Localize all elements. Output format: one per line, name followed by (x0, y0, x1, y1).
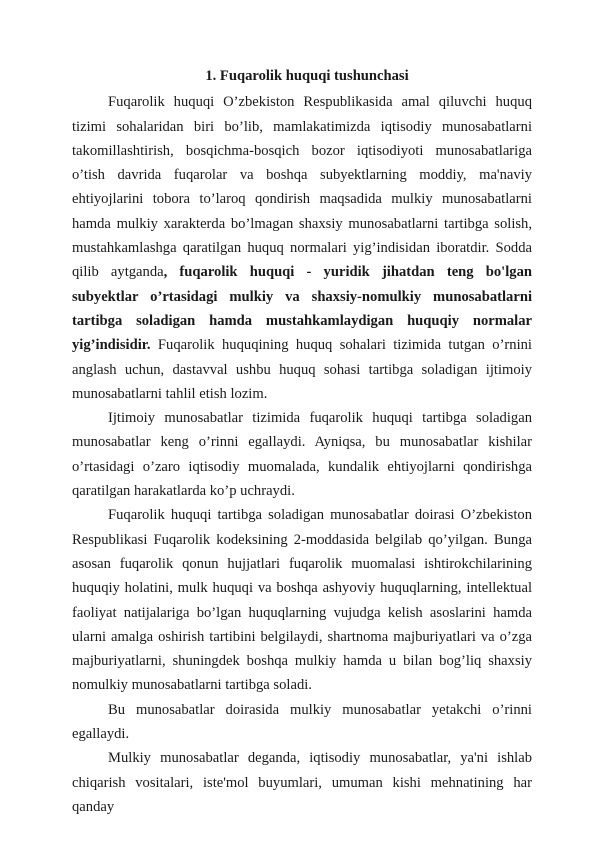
paragraph-1-text-start: Fuqarolik huquqi O’zbekiston Respublikasida amal qiluvchi huquq tizimi sohalaridan biri bo’lib, mamlakatimizda iqtisodiy munosabatlarni takomillashtirish, bosqichma-bosqich bozor iqtisodiyoti munosabatlariga o’tish davrida fuqarolar va boshqa subyektlarning moddiy, ma'naviy ehtiyojlarini tobora to’laroq qondirish maqsadida mulkiy munosabatlarni hamda mulkiy xarakterda bo’lmagan shaxsiy munosabatlarni tartibga solish, mustahkamlashga qaratilgan huquq normalari yig’indisidan iboratdir. Sodda qilib aytganda (72, 94, 532, 281)
paragraph-4: Bu munosabatlar doirasida mulkiy munosabatlar yetakchi o’rinni egallaydi. (72, 701, 532, 743)
paragraph-1-text-end: Fuqarolik huquqining huquq sohalari tizimida tutgan o’rnini anglash uchun, dastavval ushbu huquq sohasi tartibga soladigan ijtimoiy munosabatlarni tahlil etish lozim. (72, 337, 532, 402)
paragraph-1-definition: , fuqarolik huquqi - yuridik jihatdan teng bo'lgan subyektlar o’rtasidagi mulkiy va shaxsiy-nomulkiy munosabatlarni tartibga soladigan hamda mustahkamlaydigan huquqiy normalar yig’indisidir. (72, 264, 532, 354)
paragraph-5: Mulkiy munosabatlar deganda, iqtisodiy munosabatlar, ya'ni ishlab chiqarish vositalari, iste'mol buyumlari, umuman kishi mehnatining har qanday (72, 750, 532, 815)
paragraph-3: Fuqarolik huquqi tartibga soladigan munosabatlar doirasi O’zbekiston Respublikasi Fuqarolik kodeksining 2-moddasida belgilab qo’yilgan. Bunga asosan fuqarolik qonun hujjatlari fuqarolik muomalasi ishtirokchilarining huquqiy holatini, mulk huquqi va boshqa ashyoviy huquqlarning, intellektual faoliyat natijalariga bo’lgan huquqlarning vujudga kelish asoslarini hamda ularni amalga oshirish tartibini belgilaydi, shartnoma majburiyatlari va o’zga majburiyatlarni, shuningdek boshqa mulkiy hamda u bilan bog’liq shaxsiy nomulkiy munosabatlarni tartibga soladi. (72, 507, 532, 694)
section-title: 1. Fuqarolik huquqi tushunchasi (205, 68, 409, 84)
paragraph-2: Ijtimoiy munosabatlar tizimida fuqarolik huquqi tartibga soladigan munosabatlar keng o’rinni egallaydi. Ayniqsa, bu munosabatlar kishilar o’rtasidagi o’zaro iqtisodiy muomalada, kundalik ehtiyojlarni qondirishga qaratilgan harakatlarda ko’p uchraydi. (72, 410, 532, 500)
paragraph-1 (72, 90, 532, 406)
